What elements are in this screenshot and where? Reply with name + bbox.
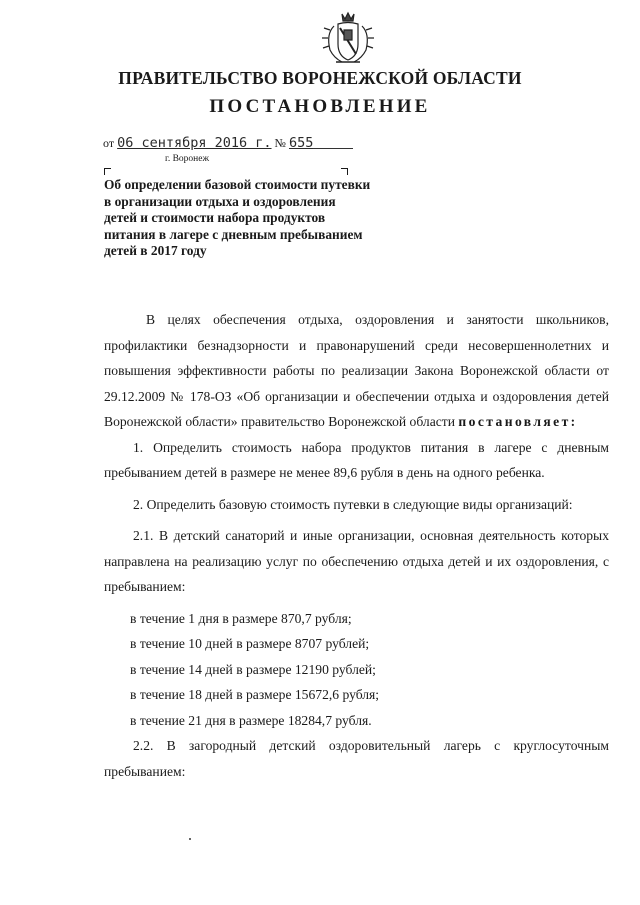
document-number: 655 (288, 135, 314, 151)
duration-item: в течение 1 дня в размере 870,7 рубля; (130, 610, 352, 626)
subject-bracket-right (341, 168, 348, 175)
document-type-title: ПОСТАНОВЛЕНИЕ (209, 96, 431, 117)
duration-item: в течение 18 дней в размере 15672,6 рубля; (130, 687, 380, 702)
date-prefix: от (103, 136, 115, 150)
point-2-1: 2.1. В детский санаторий и иные организации, основная деятельность которых направлена на реализацию услуг по обеспечению отдыха детей и их оздоровления, с пребыванием: (104, 528, 609, 594)
subject-line: Об определении базовой стоимости путевки (104, 177, 371, 192)
point-2: 2. Определить базовую стоимость путевки в следующие виды организаций: (133, 496, 573, 512)
point-2-2: 2.2. В загородный детский оздоровительный лагерь с круглосуточным пребыванием: (104, 738, 609, 779)
city-label: г. Воронеж (165, 154, 210, 164)
document-date: 06 сентября 2016 г. (117, 135, 272, 151)
document-subject (104, 177, 404, 260)
number-underline (313, 148, 353, 149)
subject-line: детей в 2017 году (104, 243, 207, 259)
duration-item: в течение 21 дня в размере 18284,7 рубля. (130, 712, 372, 728)
duration-item: в течение 10 дней в размере 8707 рублей; (130, 636, 370, 651)
number-sign: № (274, 136, 286, 150)
government-title: ПРАВИТЕЛЬСТВО ВОРОНЕЖСКОЙ ОБЛАСТИ (118, 68, 522, 88)
decree-word: постановляет: (458, 414, 578, 429)
duration-item: в течение 14 дней в размере 12190 рублей; (130, 661, 376, 677)
subject-bracket-left (104, 168, 111, 175)
preamble-text: В целях обеспечения отдыха, оздоровления и занятости школьников, профилактики безнадзорности и правонарушений среди несовершеннолетних и повышения эффективности работы по реализации Закона Воронежской области от 29.12.2009 № 178-ОЗ «Об организации и обеспечении отдыха и оздоровления детей Воронежской области» правительство Воронежской области (104, 312, 609, 429)
subject-line: в организации отдыха и оздоровления (104, 193, 336, 209)
subject-line: детей и стоимости набора продуктов (104, 210, 326, 226)
subject-line: питания в лагере с дневным пребыванием (104, 226, 363, 242)
preamble-paragraph (104, 307, 609, 435)
document-body (104, 307, 609, 784)
point-1: 1. Определить стоимость набора продуктов питания в лагере с дневным пребыванием детей в размере не менее 89,6 рубля в день на одного ребенка. (104, 439, 609, 480)
date-number-line (103, 135, 353, 151)
coat-of-arms-icon (316, 10, 380, 66)
scan-speck (189, 838, 191, 840)
